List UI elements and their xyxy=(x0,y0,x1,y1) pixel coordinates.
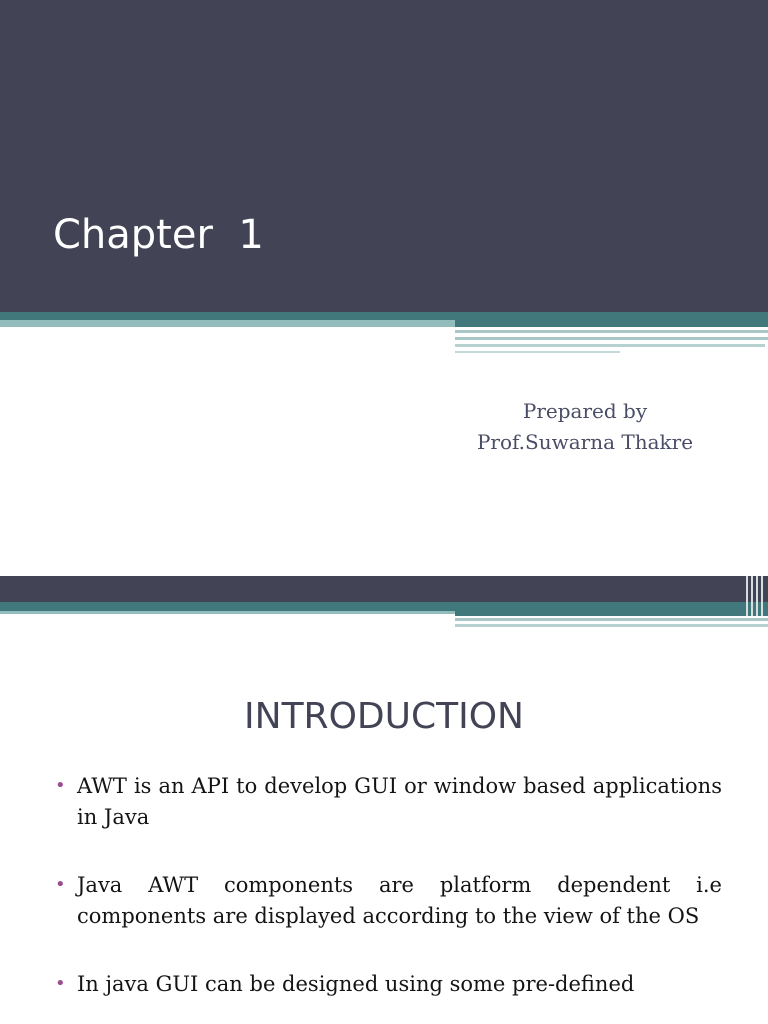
list-item xyxy=(55,969,722,1000)
bullet-text: Java AWT components are platform dependent i.e components are displayed according to the view of the OS xyxy=(77,873,722,928)
list-item xyxy=(55,771,722,832)
list-item xyxy=(55,870,722,931)
section-heading: INTRODUCTION xyxy=(244,696,524,737)
decor-line xyxy=(455,330,768,333)
decor-line xyxy=(455,337,768,340)
author-name: Prof.Suwarna Thakre xyxy=(476,430,694,454)
bullet-text: In java GUI can be designed using some pre-defined xyxy=(77,972,635,996)
bullet-icon: • xyxy=(55,973,66,994)
decor-band xyxy=(0,602,768,611)
decor-band xyxy=(0,312,768,320)
decor-line xyxy=(455,351,620,353)
decor-band xyxy=(0,320,455,327)
bullet-icon: • xyxy=(55,775,66,796)
author-credit xyxy=(440,396,730,458)
decor-line xyxy=(455,618,768,621)
bullet-text: AWT is an API to develop GUI or window based applications in Java xyxy=(77,774,722,829)
chapter-title: Abstract Window Toolkit xyxy=(53,377,532,423)
decor-line xyxy=(455,344,765,347)
decor-band xyxy=(455,611,768,616)
prepared-by-label: Prepared by xyxy=(522,399,648,423)
decor-stripes xyxy=(744,576,768,616)
decor-line xyxy=(455,624,768,627)
bullet-list xyxy=(0,771,768,1024)
chapter-label: Chapter 1 xyxy=(53,212,264,258)
decor-band xyxy=(455,320,768,327)
decor-band xyxy=(0,611,455,614)
bullet-icon: • xyxy=(55,874,66,895)
intro-slide xyxy=(0,576,768,1024)
slide-header-bar xyxy=(0,576,768,602)
